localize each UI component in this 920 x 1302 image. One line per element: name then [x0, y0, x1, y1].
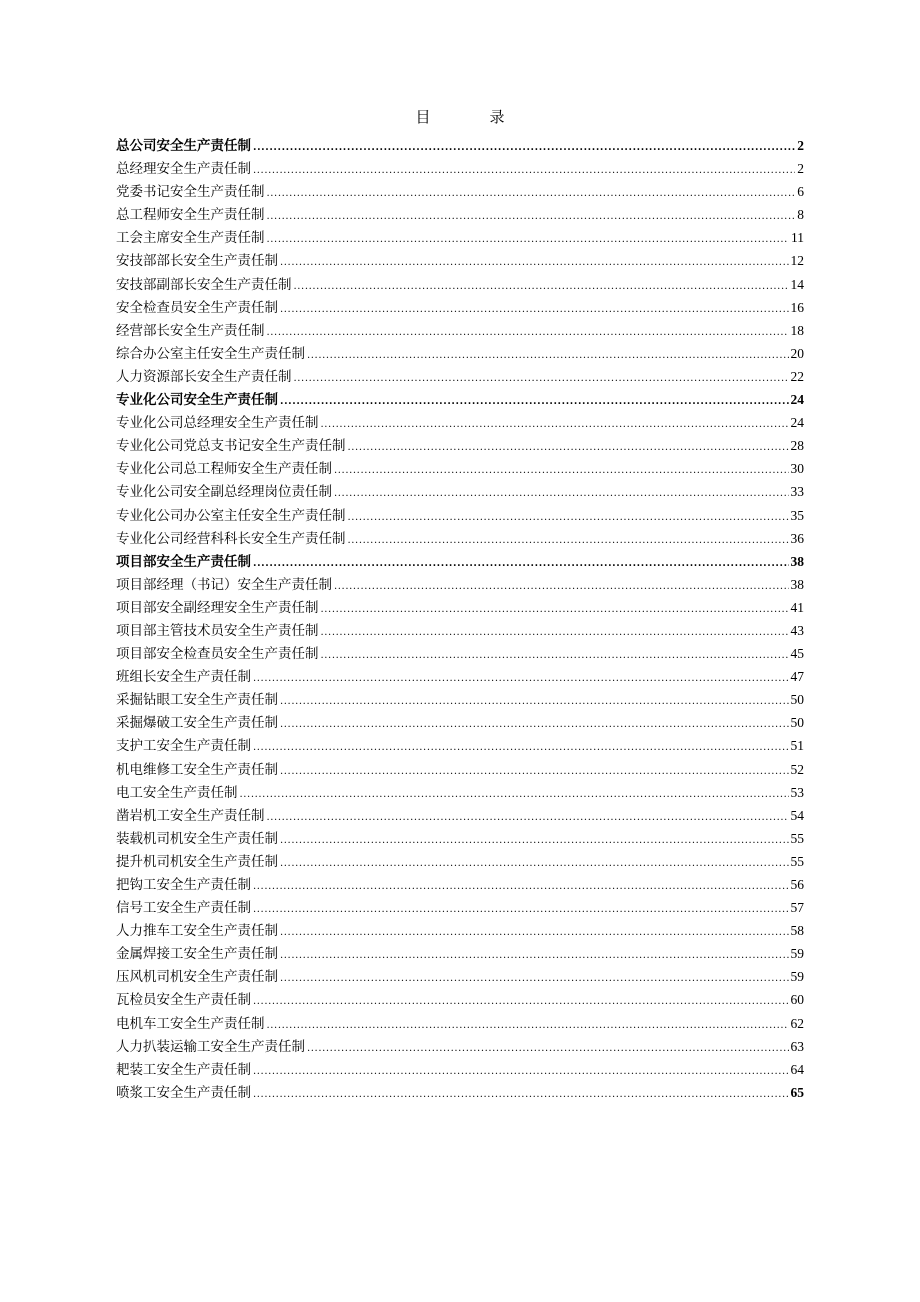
toc-dot-leader — [294, 367, 789, 390]
toc-dot-leader — [334, 482, 789, 505]
toc-dot-leader — [280, 921, 789, 944]
toc-entry-label: 瓦检员安全生产责任制 — [116, 992, 251, 1009]
toc-entry[interactable] — [116, 527, 804, 550]
toc-page-number: 2 — [797, 138, 804, 153]
toc-entry-label: 把钩工安全生产责任制 — [116, 877, 251, 893]
toc-page-number: 57 — [790, 900, 804, 916]
toc-dot-leader — [334, 459, 789, 482]
toc-dot-leader — [334, 575, 789, 598]
toc-entry-label: 党委书记安全生产责任制 — [116, 184, 265, 201]
toc-entry-label: 装载机司机安全生产责任制 — [116, 830, 278, 847]
toc-entry[interactable] — [116, 1058, 804, 1081]
toc-entry-label: 项目部经理（书记）安全生产责任制 — [116, 576, 332, 593]
toc-page-number: 22 — [790, 368, 804, 384]
toc-section-heading[interactable] — [116, 134, 804, 157]
toc-dot-leader — [280, 251, 789, 274]
toc-entry-label: 电工安全生产责任制 — [116, 784, 238, 801]
toc-entry-label: 班组长安全生产责任制 — [116, 669, 251, 686]
toc-page-number: 55 — [790, 853, 804, 869]
toc-entry-label: 耙装工安全生产责任制 — [116, 1061, 251, 1078]
toc-entry[interactable] — [116, 504, 804, 527]
toc-entry-label: 总工程师安全生产责任制 — [116, 207, 265, 224]
toc-entry[interactable] — [116, 642, 804, 665]
toc-dot-leader — [321, 621, 789, 644]
toc-dot-leader — [253, 552, 789, 575]
toc-dot-leader — [280, 967, 789, 990]
toc-dot-leader — [307, 344, 789, 367]
toc-dot-leader — [253, 667, 789, 690]
toc-entry-label: 专业化公司办公室主任安全生产责任制 — [116, 507, 346, 524]
toc-entry[interactable] — [116, 1012, 804, 1035]
toc-dot-leader — [280, 829, 789, 852]
toc-page-number: 62 — [790, 1015, 804, 1031]
toc-dot-leader — [280, 713, 789, 736]
page-title: 目 录 — [415, 108, 527, 126]
toc-entry[interactable] — [116, 688, 804, 711]
toc-page-number: 53 — [790, 784, 804, 800]
toc-page-number: 11 — [791, 230, 804, 246]
toc-page-number: 38 — [790, 576, 804, 592]
toc-page-number: 59 — [790, 969, 804, 985]
toc-entry-label: 信号工安全生产责任制 — [116, 900, 251, 917]
toc-entry[interactable] — [116, 480, 804, 503]
toc-entry[interactable] — [116, 873, 804, 896]
toc-entry[interactable] — [116, 827, 804, 850]
toc-dot-leader — [280, 390, 789, 413]
toc-entry[interactable] — [116, 342, 804, 365]
toc-dot-leader — [280, 760, 789, 783]
toc-page-number: 54 — [790, 807, 804, 823]
toc-page-number: 8 — [797, 207, 804, 223]
toc-entry[interactable] — [116, 596, 804, 619]
toc-page-number: 43 — [790, 622, 804, 638]
toc-entry-label: 人力推车工安全生产责任制 — [116, 923, 278, 940]
toc-entry-label: 采掘钻眼工安全生产责任制 — [116, 692, 278, 709]
toc-entry-label: 专业化公司安全副总经理岗位责任制 — [116, 484, 332, 501]
toc-dot-leader — [280, 852, 789, 875]
toc-dot-leader — [253, 159, 795, 182]
toc-dot-leader — [280, 298, 789, 321]
toc-dot-leader — [294, 275, 789, 298]
toc-page-number: 28 — [790, 438, 804, 454]
toc-dot-leader — [267, 205, 796, 228]
toc-dot-leader — [321, 598, 789, 621]
toc-entry-label: 凿岩机工安全生产责任制 — [116, 807, 265, 824]
toc-dot-leader — [253, 875, 789, 898]
toc-page-number: 56 — [790, 877, 804, 892]
toc-entry[interactable] — [116, 411, 804, 434]
toc-page-number: 38 — [790, 553, 804, 569]
toc-entry-label: 经营部长安全生产责任制 — [116, 322, 265, 339]
toc-entry[interactable] — [116, 711, 804, 734]
toc-page-number: 50 — [790, 715, 804, 731]
toc-dot-leader — [267, 321, 789, 344]
toc-page-number: 16 — [790, 299, 804, 315]
toc-entry-label: 总公司安全生产责任制 — [116, 138, 251, 154]
toc-section-heading[interactable] — [116, 550, 804, 573]
toc-dot-leader — [321, 644, 789, 667]
toc-page-number: 58 — [790, 923, 804, 939]
toc-entry-label: 项目部安全副经理安全生产责任制 — [116, 599, 319, 616]
toc-entry[interactable] — [116, 850, 804, 873]
toc-entry-label: 电机车工安全生产责任制 — [116, 1015, 265, 1032]
toc-entry[interactable] — [116, 919, 804, 942]
toc-entry[interactable] — [116, 365, 804, 388]
toc-entry-label: 专业化公司党总支书记安全生产责任制 — [116, 438, 346, 455]
toc-page-number: 50 — [790, 692, 804, 708]
toc-entry-label: 工会主席安全生产责任制 — [116, 230, 265, 247]
toc-dot-leader — [348, 436, 789, 459]
toc-entry[interactable] — [116, 665, 804, 688]
toc-page-number: 51 — [790, 738, 804, 754]
toc-entry-label: 金属焊接工安全生产责任制 — [116, 946, 278, 963]
toc-entry-label: 人力扒装运输工安全生产责任制 — [116, 1038, 305, 1055]
toc-dot-leader — [253, 136, 795, 159]
toc-dot-leader — [348, 529, 789, 552]
toc-dot-leader — [253, 1060, 789, 1083]
toc-entry[interactable] — [116, 180, 804, 203]
toc-page-number: 20 — [790, 345, 804, 361]
toc-page-number: 14 — [790, 276, 804, 292]
toc-entry-label: 安技部部长安全生产责任制 — [116, 253, 278, 270]
toc-entry[interactable] — [116, 319, 804, 342]
toc-page-number: 30 — [790, 461, 804, 477]
toc-entry-label: 压风机司机安全生产责任制 — [116, 969, 278, 986]
toc-entry-label: 喷浆工安全生产责任制 — [116, 1084, 251, 1101]
toc-entry-label: 项目部安全生产责任制 — [116, 553, 251, 570]
toc-entry-label: 安技部副部长安全生产责任制 — [116, 276, 292, 293]
toc-dot-leader — [307, 1037, 789, 1060]
toc-entry-label: 机电维修工安全生产责任制 — [116, 761, 278, 778]
toc-dot-leader — [267, 228, 790, 251]
toc-entry[interactable] — [116, 1081, 804, 1104]
toc-page-number: 45 — [790, 646, 804, 662]
toc-page-number: 36 — [790, 530, 804, 546]
toc-dot-leader — [321, 413, 789, 436]
toc-dot-leader — [240, 783, 789, 806]
toc-dot-leader — [280, 690, 789, 713]
toc-entry[interactable] — [116, 226, 804, 249]
toc-dot-leader — [280, 944, 789, 967]
toc-dot-leader — [253, 898, 789, 921]
toc-dot-leader — [348, 506, 789, 529]
toc-entry-label: 提升机司机安全生产责任制 — [116, 853, 278, 870]
toc-entry[interactable] — [116, 942, 804, 965]
toc-dot-leader — [253, 736, 789, 759]
toc-entry-label: 项目部主管技术员安全生产责任制 — [116, 622, 319, 639]
toc-entry[interactable] — [116, 734, 804, 757]
toc-page-number: 47 — [790, 669, 804, 685]
toc-page-number: 24 — [790, 415, 804, 431]
toc-page-number: 60 — [790, 992, 804, 1008]
toc-entry[interactable] — [116, 758, 804, 781]
toc-page-number: 35 — [790, 507, 804, 523]
toc-page-number: 64 — [790, 1061, 804, 1077]
toc-page-number: 55 — [790, 830, 804, 846]
toc-entry-label: 项目部安全检查员安全生产责任制 — [116, 646, 319, 663]
toc-entry-label: 专业化公司总经理安全生产责任制 — [116, 415, 319, 432]
toc-entry-label: 人力资源部长安全生产责任制 — [116, 368, 292, 385]
toc-dot-leader — [253, 1083, 789, 1106]
toc-entry[interactable] — [116, 988, 804, 1011]
toc-entry[interactable] — [116, 296, 804, 319]
toc-entry[interactable] — [116, 457, 804, 480]
toc-page-number: 59 — [790, 946, 804, 962]
toc-entry[interactable] — [116, 249, 804, 272]
toc-page-number: 63 — [790, 1038, 804, 1054]
toc-entry-label: 总经理安全生产责任制 — [116, 161, 251, 178]
toc-dot-leader — [267, 806, 789, 829]
toc-page-number: 41 — [790, 599, 804, 615]
toc-page-number: 52 — [790, 761, 804, 777]
toc-entry[interactable] — [116, 1035, 804, 1058]
toc-page-number: 33 — [790, 484, 804, 500]
toc-dot-leader — [267, 182, 796, 205]
toc-entry[interactable] — [116, 804, 804, 827]
toc-entry[interactable] — [116, 965, 804, 988]
toc-page-number: 6 — [797, 184, 804, 200]
toc-entry-label: 专业化公司总工程师安全生产责任制 — [116, 461, 332, 478]
toc-section-heading[interactable] — [116, 388, 804, 411]
toc-entry[interactable] — [116, 896, 804, 919]
toc-dot-leader — [267, 1014, 789, 1037]
toc-page-number: 65 — [790, 1084, 804, 1100]
toc-entry-label: 安全检查员安全生产责任制 — [116, 299, 278, 316]
toc-entry-label: 综合办公室主任安全生产责任制 — [116, 345, 305, 362]
table-of-contents — [116, 134, 804, 1104]
toc-entry[interactable] — [116, 573, 804, 596]
toc-page-number: 12 — [790, 253, 804, 269]
toc-page-number: 2 — [797, 161, 804, 177]
toc-entry-label: 专业化公司安全生产责任制 — [116, 392, 278, 409]
toc-entry[interactable] — [116, 619, 804, 642]
toc-entry-label: 支护工安全生产责任制 — [116, 738, 251, 755]
toc-entry-label: 专业化公司经营科科长安全生产责任制 — [116, 530, 346, 547]
toc-entry[interactable] — [116, 434, 804, 457]
toc-entry[interactable] — [116, 273, 804, 296]
toc-entry[interactable] — [116, 203, 804, 226]
toc-page-number: 18 — [790, 322, 804, 338]
toc-entry[interactable] — [116, 157, 804, 180]
toc-entry-label: 采掘爆破工安全生产责任制 — [116, 715, 278, 732]
toc-entry[interactable] — [116, 781, 804, 804]
toc-page-number: 24 — [790, 392, 804, 408]
toc-dot-leader — [253, 990, 789, 1013]
